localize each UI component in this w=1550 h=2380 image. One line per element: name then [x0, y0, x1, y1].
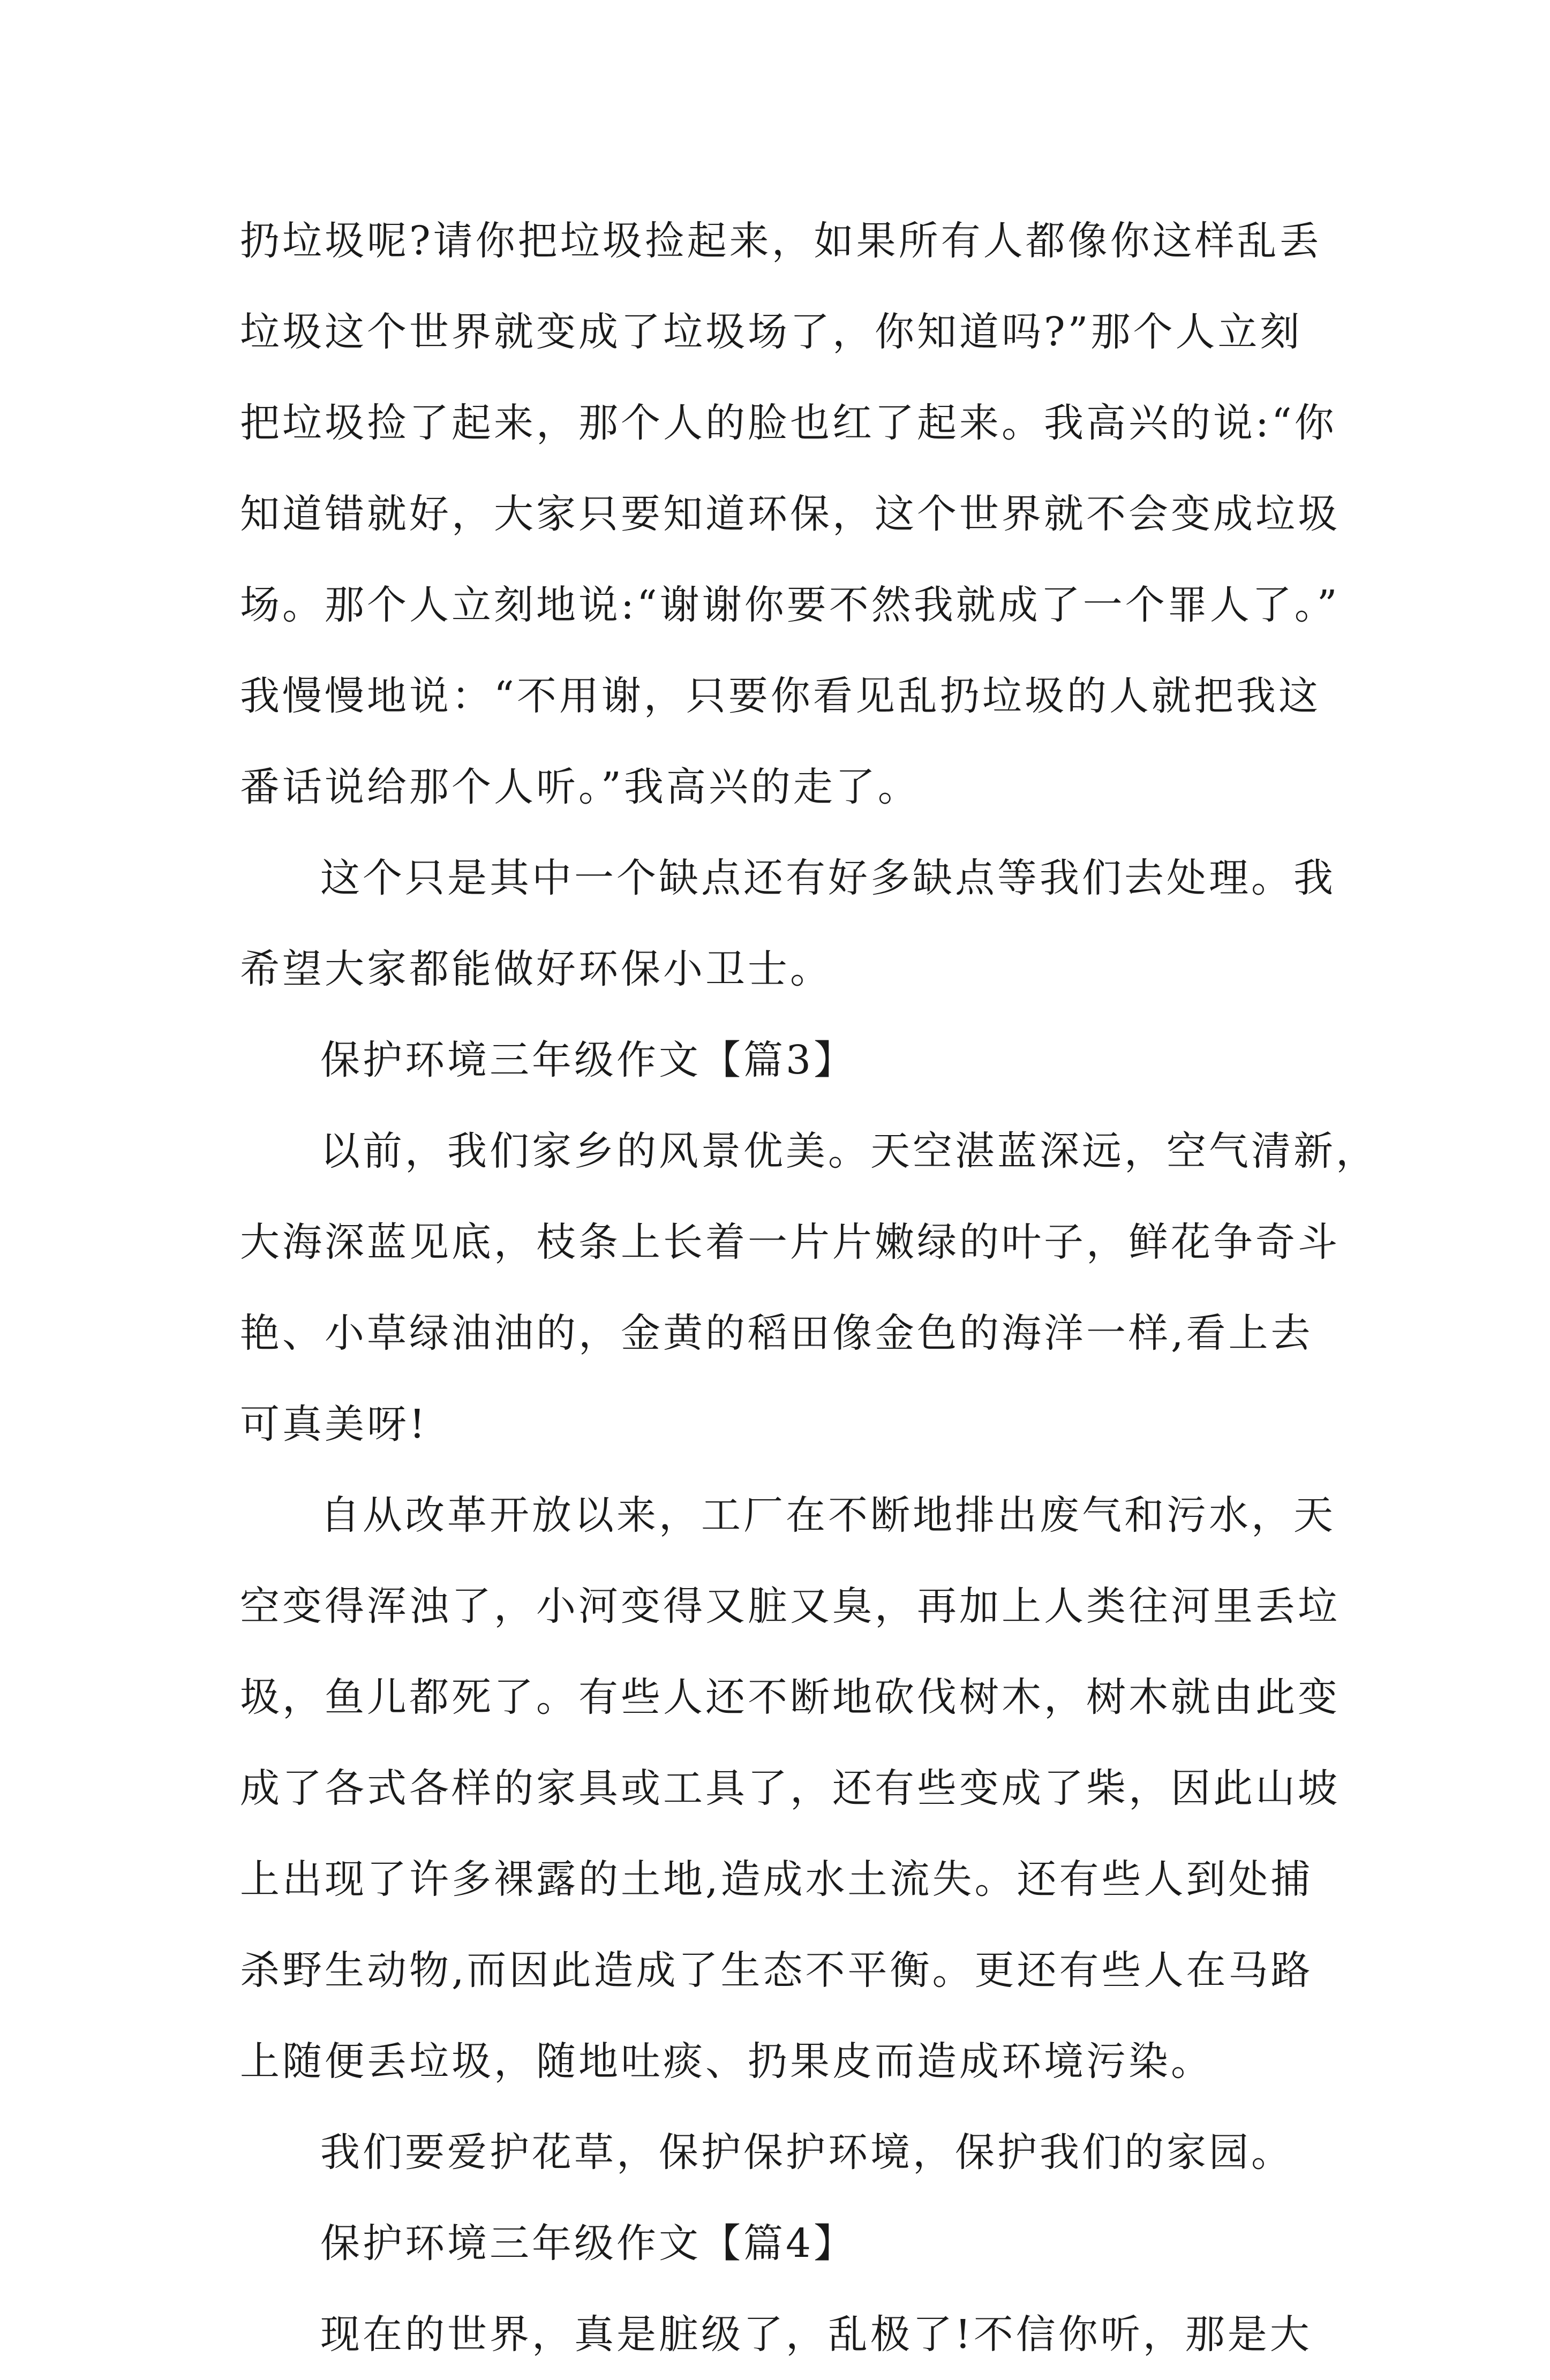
text-line: 艳、小草绿油油的，金黄的稻田像金色的海洋一样,看上去 — [240, 1310, 1313, 1356]
text-line: 圾，鱼儿都死了。有些人还不断地砍伐树木，树木就由此变 — [240, 1674, 1340, 1720]
text-line: 以前，我们家乡的风景优美。天空湛蓝深远，空气清新， — [320, 1128, 1378, 1174]
text-line: 大海深蓝见底，枝条上长着一片片嫩绿的叶子，鲜花争奇斗 — [240, 1219, 1340, 1265]
section-heading: 保护环境三年级作文【篇4】 — [320, 2220, 856, 2266]
text-line: 垃圾这个世界就变成了垃圾场了，你知道吗?”那个人立刻 — [240, 309, 1303, 355]
text-line: 我慢慢地说：“不用谢，只要你看见乱扔垃圾的人就把我这 — [240, 673, 1321, 719]
text-line: 成了各式各样的家具或工具了，还有些变成了柴，因此山坡 — [240, 1765, 1340, 1811]
text-line: 这个只是其中一个缺点还有好多缺点等我们去处理。我 — [320, 855, 1336, 901]
text-line: 番话说给那个人听。”我高兴的走了。 — [240, 764, 920, 810]
text-line: 场。那个人立刻地说:“谢谢你要不然我就成了一个罪人了。” — [240, 582, 1340, 628]
text-line: 自从改革开放以来，工厂在不断地排出废气和污水，天 — [320, 1492, 1336, 1538]
text-line: 希望大家都能做好环保小卫士。 — [240, 946, 832, 992]
text-line: 现在的世界，真是脏级了，乱极了!不信你听，那是大 — [320, 2311, 1312, 2358]
text-line: 把垃圾捡了起来，那个人的脸也红了起来。我高兴的说:“你 — [240, 400, 1337, 446]
text-line: 上出现了许多裸露的土地,造成水土流失。还有些人到处捕 — [240, 1856, 1313, 1902]
text-line: 扔垃圾呢?请你把垃圾捡起来，如果所有人都像你这样乱丢 — [240, 218, 1322, 264]
section-heading: 保护环境三年级作文【篇3】 — [320, 1037, 856, 1083]
document-body — [240, 195, 1378, 2380]
text-line: 空变得浑浊了，小河变得又脏又臭，再加上人类往河里丢垃 — [240, 1583, 1340, 1629]
text-line: 杀野生动物,而因此造成了生态不平衡。更还有些人在马路 — [240, 1947, 1313, 1993]
text-line: 我们要爱护花草，保护保护环境，保护我们的家园。 — [320, 2129, 1293, 2175]
text-line: 知道错就好，大家只要知道环保，这个世界就不会变成垃圾 — [240, 491, 1340, 537]
text-line: 可真美呀! — [240, 1401, 428, 1447]
text-line: 上随便丢垃圾，随地吐痰、扔果皮而造成环境污染。 — [240, 2038, 1213, 2084]
